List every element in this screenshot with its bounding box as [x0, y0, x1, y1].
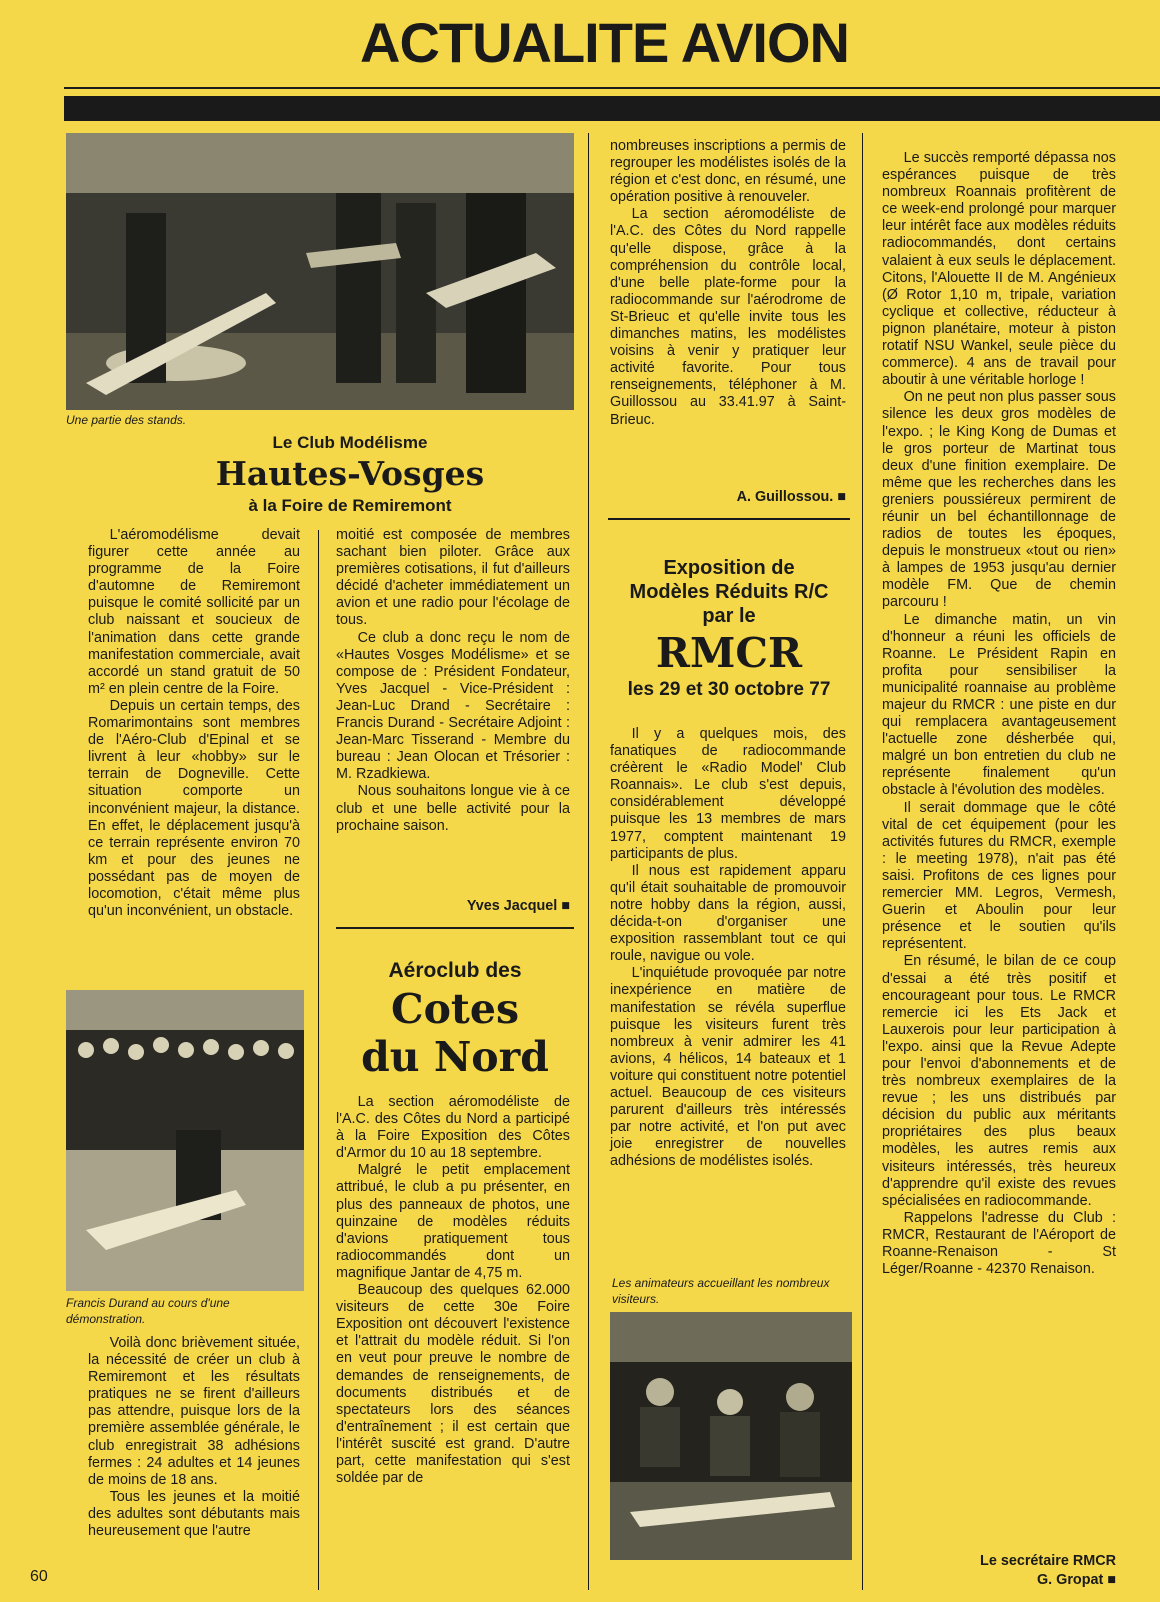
paragraph: Nous souhaitons longue vie à ce club et une belle activité pour la prochaine saison.: [336, 783, 570, 834]
section-rule: [608, 518, 850, 520]
rmcr-signature-line2: G. Gropat ■: [1036, 1572, 1116, 1588]
rmcr-col4-text: [882, 150, 1116, 1278]
paragraph: Il y a quelques mois, des fanatiques de radiocommande créèrent le «Radio Model' Club Roannais». Le club s'est depuis, considérablement développé puisque les 13 membres de mars 1977, comptent maintenant 19 participants de plus.: [610, 726, 846, 862]
photo-stands: [66, 133, 574, 410]
column-rule: [588, 133, 589, 1590]
paragraph: Le dimanche matin, un vin d'honneur a réuni les officiels de Roanne. Le Président Rapin en profita pour sensibiliser la municipalité roannaise au problème majeur du RMCR : une piste en dur qui remplacera avantageusement l'actuelle zone désherbée qui, malgré un bon entretien du club ne représente finalement qu'un obstacle à l'évolution des modèles.: [882, 611, 1116, 799]
paragraph: Il serait dommage que le côté vital de cet équipement (pour les activités futures du RMCR, exemple : le meeting 1978), n'ait pas été saisi. Profitons de ces lignes pour remercier MM. Legros, Vermesh, Guerin et Aboulin pour leur présence et le soutien qu'ils représentent.: [882, 799, 1116, 953]
cotes-signature: A. Guillossou. ■: [736, 489, 846, 505]
paragraph: nombreuses inscriptions a permis de regrouper les modélistes isolés de la région et c'est donc, en résumé, une opération positive à renouveler.: [610, 138, 846, 206]
paragraph: Beaucoup des quelques 62.000 visiteurs de cette 30e Foire Exposition ont découvert l'existence et l'attrait du modèle réduit. Si l'on en veut pour preuve le nombre de demandes de renseignements, de documents distribués et de spectateurs lors des séances d'entraînement ; il est certain que l'intérêt suscité est grand. D'autre part, cette manifestation qui s'est soldée par de: [336, 1282, 570, 1487]
vosges-kicker: Le Club Modélisme: [272, 433, 428, 452]
cotes-col3-text: [610, 138, 846, 429]
rmcr-dates: les 29 et 30 octobre 77: [627, 679, 831, 700]
vosges-col1-text: [88, 527, 300, 920]
rmcr-kicker-line3: par le: [702, 605, 756, 627]
caption-animateurs: Les animateurs accueillant les nombreux visiteurs.: [612, 1276, 830, 1306]
rmcr-kicker-line1: Exposition de: [663, 557, 795, 579]
paragraph: moitié est composée de membres sachant bien piloter. Grâce aux premières cotisations, il fut d'ailleurs décidé d'acheter immédiatement un avion et une radio pour l'écolage de tous.: [336, 527, 570, 629]
paragraph: Voilà donc brièvement située, la nécessité de créer un club à Remiremont et les résultats pratiques ne se firent d'ailleurs pas attendre, puisque lors de la première assemblée générale, le club enregistrait 38 adhésions fermes : 24 adultes et 14 jeunes de moins de 18 ans.: [88, 1335, 300, 1488]
rmcr-col3-text: [610, 726, 846, 1170]
paragraph: Depuis un certain temps, des Romarimontains sont membres de l'Aéro-Club d'Epinal et se livrent à leur «hobby» sur le terrain de Dogneville. Cette situation comporte un inconvénient majeur, la distance. En effet, le déplacement jusqu'à ce terrain représente environ 70 km et pour des jeunes ne possédant pas de moyen de locomotion, c'était même plus qu'un inconvénient, un obstacle.: [88, 697, 300, 920]
paragraph: L'aéromodélisme devait figurer cette année au programme de la Foire d'automne de Remiremont puisque le comité sollicité par un club naissant et soucieux de l'animation dans cette grande manifestation commerciale, avait accordé un stand gratuit de 50 m² en plein centre de la Foire.: [88, 527, 300, 697]
paragraph: L'inquiétude provoquée par notre inexpérience en matière de manifestation se révéla superflue puisque les visiteurs furent très nombreux à venir admirer les 41 avions, 4 hélicos, 14 bateaux et 1 voiture qui constituent notre potentiel actuel. Beaucoup de ces visiteurs parurent d'ailleurs très intéressés par notre activité, et l'on put avec joie enregistrer de nouvelles adhésions de modélistes isolés.: [610, 965, 846, 1170]
page-number: 60: [30, 1568, 48, 1585]
cotes-col2-text: [336, 1094, 570, 1487]
cotes-kicker: Aéroclub des: [388, 959, 522, 982]
photo-durand: [66, 990, 304, 1291]
caption-stands: Une partie des stands.: [66, 413, 187, 427]
photo-animateurs: [610, 1312, 852, 1560]
vosges-col2-text: [336, 527, 570, 835]
paragraph: Rappelons l'adresse du Club : RMCR, Restaurant de l'Aéroport de Roanne-Renaison - St Léger/Roanne - 42370 Renaison.: [882, 1209, 1116, 1278]
vosges-title: Hautes-Vosges: [215, 454, 485, 493]
paragraph: Malgré le petit emplacement attribué, le club a pu présenter, en plus des panneaux de photos, une quinzaine de modèles réduits d'avions pratiquement tous radiocommandés dont un magnifique Jantar de 4,75 m.: [336, 1162, 570, 1281]
rmcr-kicker-line2: Modèles Réduits R/C: [629, 581, 829, 603]
vosges-signature: Yves Jacquel ■: [466, 898, 570, 914]
column-rule: [862, 133, 863, 1590]
cotes-title-line1: Cotes: [390, 985, 520, 1033]
caption-durand: Francis Durand au cours d'une démonstration.: [66, 1296, 230, 1326]
paragraph: La section aéromodéliste de l'A.C. des Côtes du Nord a participé à la Foire Exposition des Côtes d'Armor du 10 au 18 septembre.: [336, 1094, 570, 1162]
paragraph: Tous les jeunes et la moitié des adultes sont débutants mais heureusement que l'autre: [88, 1488, 300, 1540]
section-rule: [336, 927, 574, 929]
paragraph: Il nous est rapidement apparu qu'il était souhaitable de promouvoir notre hobby dans la région, aussi, décida-t-on d'organiser une exposition rassemblant tout ce qui roule, navigue ou vole.: [610, 862, 846, 965]
rmcr-signature-line1: Le secrétaire RMCR: [980, 1553, 1116, 1569]
column-rule: [318, 530, 319, 1590]
header-rule: [64, 87, 1160, 89]
vosges-subtitle: à la Foire de Remiremont: [248, 496, 452, 515]
page-header-title: ACTUALITE AVION: [360, 11, 849, 74]
cotes-title-line2: du Nord: [361, 1033, 549, 1081]
paragraph: En résumé, le bilan de ce coup d'essai a été très positif et encourageant pour tous. Le RMCR remercie ici les Ets Jack et Lauxerois pour leur participation à l'expo. ainsi que la Revue Adepte pour l'envoi d'abonnements et de très nombreux exemplaires de la revue ; les uns distribués par décision du public aux méritants propriétaires des plus beaux modèles, les autres remis aux visiteurs intéressés, très heureux d'apprendre qu'il existe des revues spécialisées en radiocommande.: [882, 953, 1116, 1209]
header-bar: [64, 96, 1160, 121]
paragraph: La section aéromodéliste de l'A.C. des Côtes du Nord rappelle qu'elle dispose, grâce à la compréhension du contrôle local, d'une belle plate-forme pour la radiocommande sur l'aérodrome de St-Brieuc et qu'elle invite tous les dimanches matins, les modélistes voisins à venir y pratiquer leur activité favorite. Pour tous renseignements, téléphoner à M. Guillossou au 33.41.97 à Saint-Brieuc.: [610, 206, 846, 428]
rmcr-title: RMCR: [655, 629, 803, 677]
paragraph: Ce club a donc reçu le nom de «Hautes Vosges Modélisme» et se compose de : Président Fondateur, Yves Jacquel - Vice-Président : Jean-Luc Drand - Secrétaire : Francis Durand - Secrétaire Adjoint : Jean-Marc Tisserand - Membre du bureau : Jean Olocan et Trésorier : M. Rzadkiewa.: [336, 629, 570, 783]
vosges-col1b-text: [88, 1335, 300, 1540]
paragraph: Le succès remporté dépassa nos espérances puisque de très nombreux Roannais profitèrent de ce week-end prolongé pour marquer leur intérêt face aux modèles réduits radiocommandés, dont certains valaient à eux seuls le déplacement. Citons, l'Alouette II de M. Angénieux (Ø Rotor 1,10 m, tripale, variation cyclique et collective, réducteur à pignon planétaire, moteur à piston rotatif NSU Wankel, seule pièce du commerce). 4 ans de travail pour aboutir à une véritable horloge !: [882, 150, 1116, 389]
paragraph: On ne peut non plus passer sous silence les deux gros modèles de l'expo. ; le King Kong de Dumas et le gros porteur de Martinat tous deux d'une finition exemplaire. De même que les recherches dans les greniers poussiéreux permirent de réunir un bel échantillonnage de radios de toutes les époques, depuis le monstrueux «tout ou rien» à lampes de 1953 jusqu'au dernier modèle FM. Que de chemin parcouru !: [882, 389, 1116, 611]
